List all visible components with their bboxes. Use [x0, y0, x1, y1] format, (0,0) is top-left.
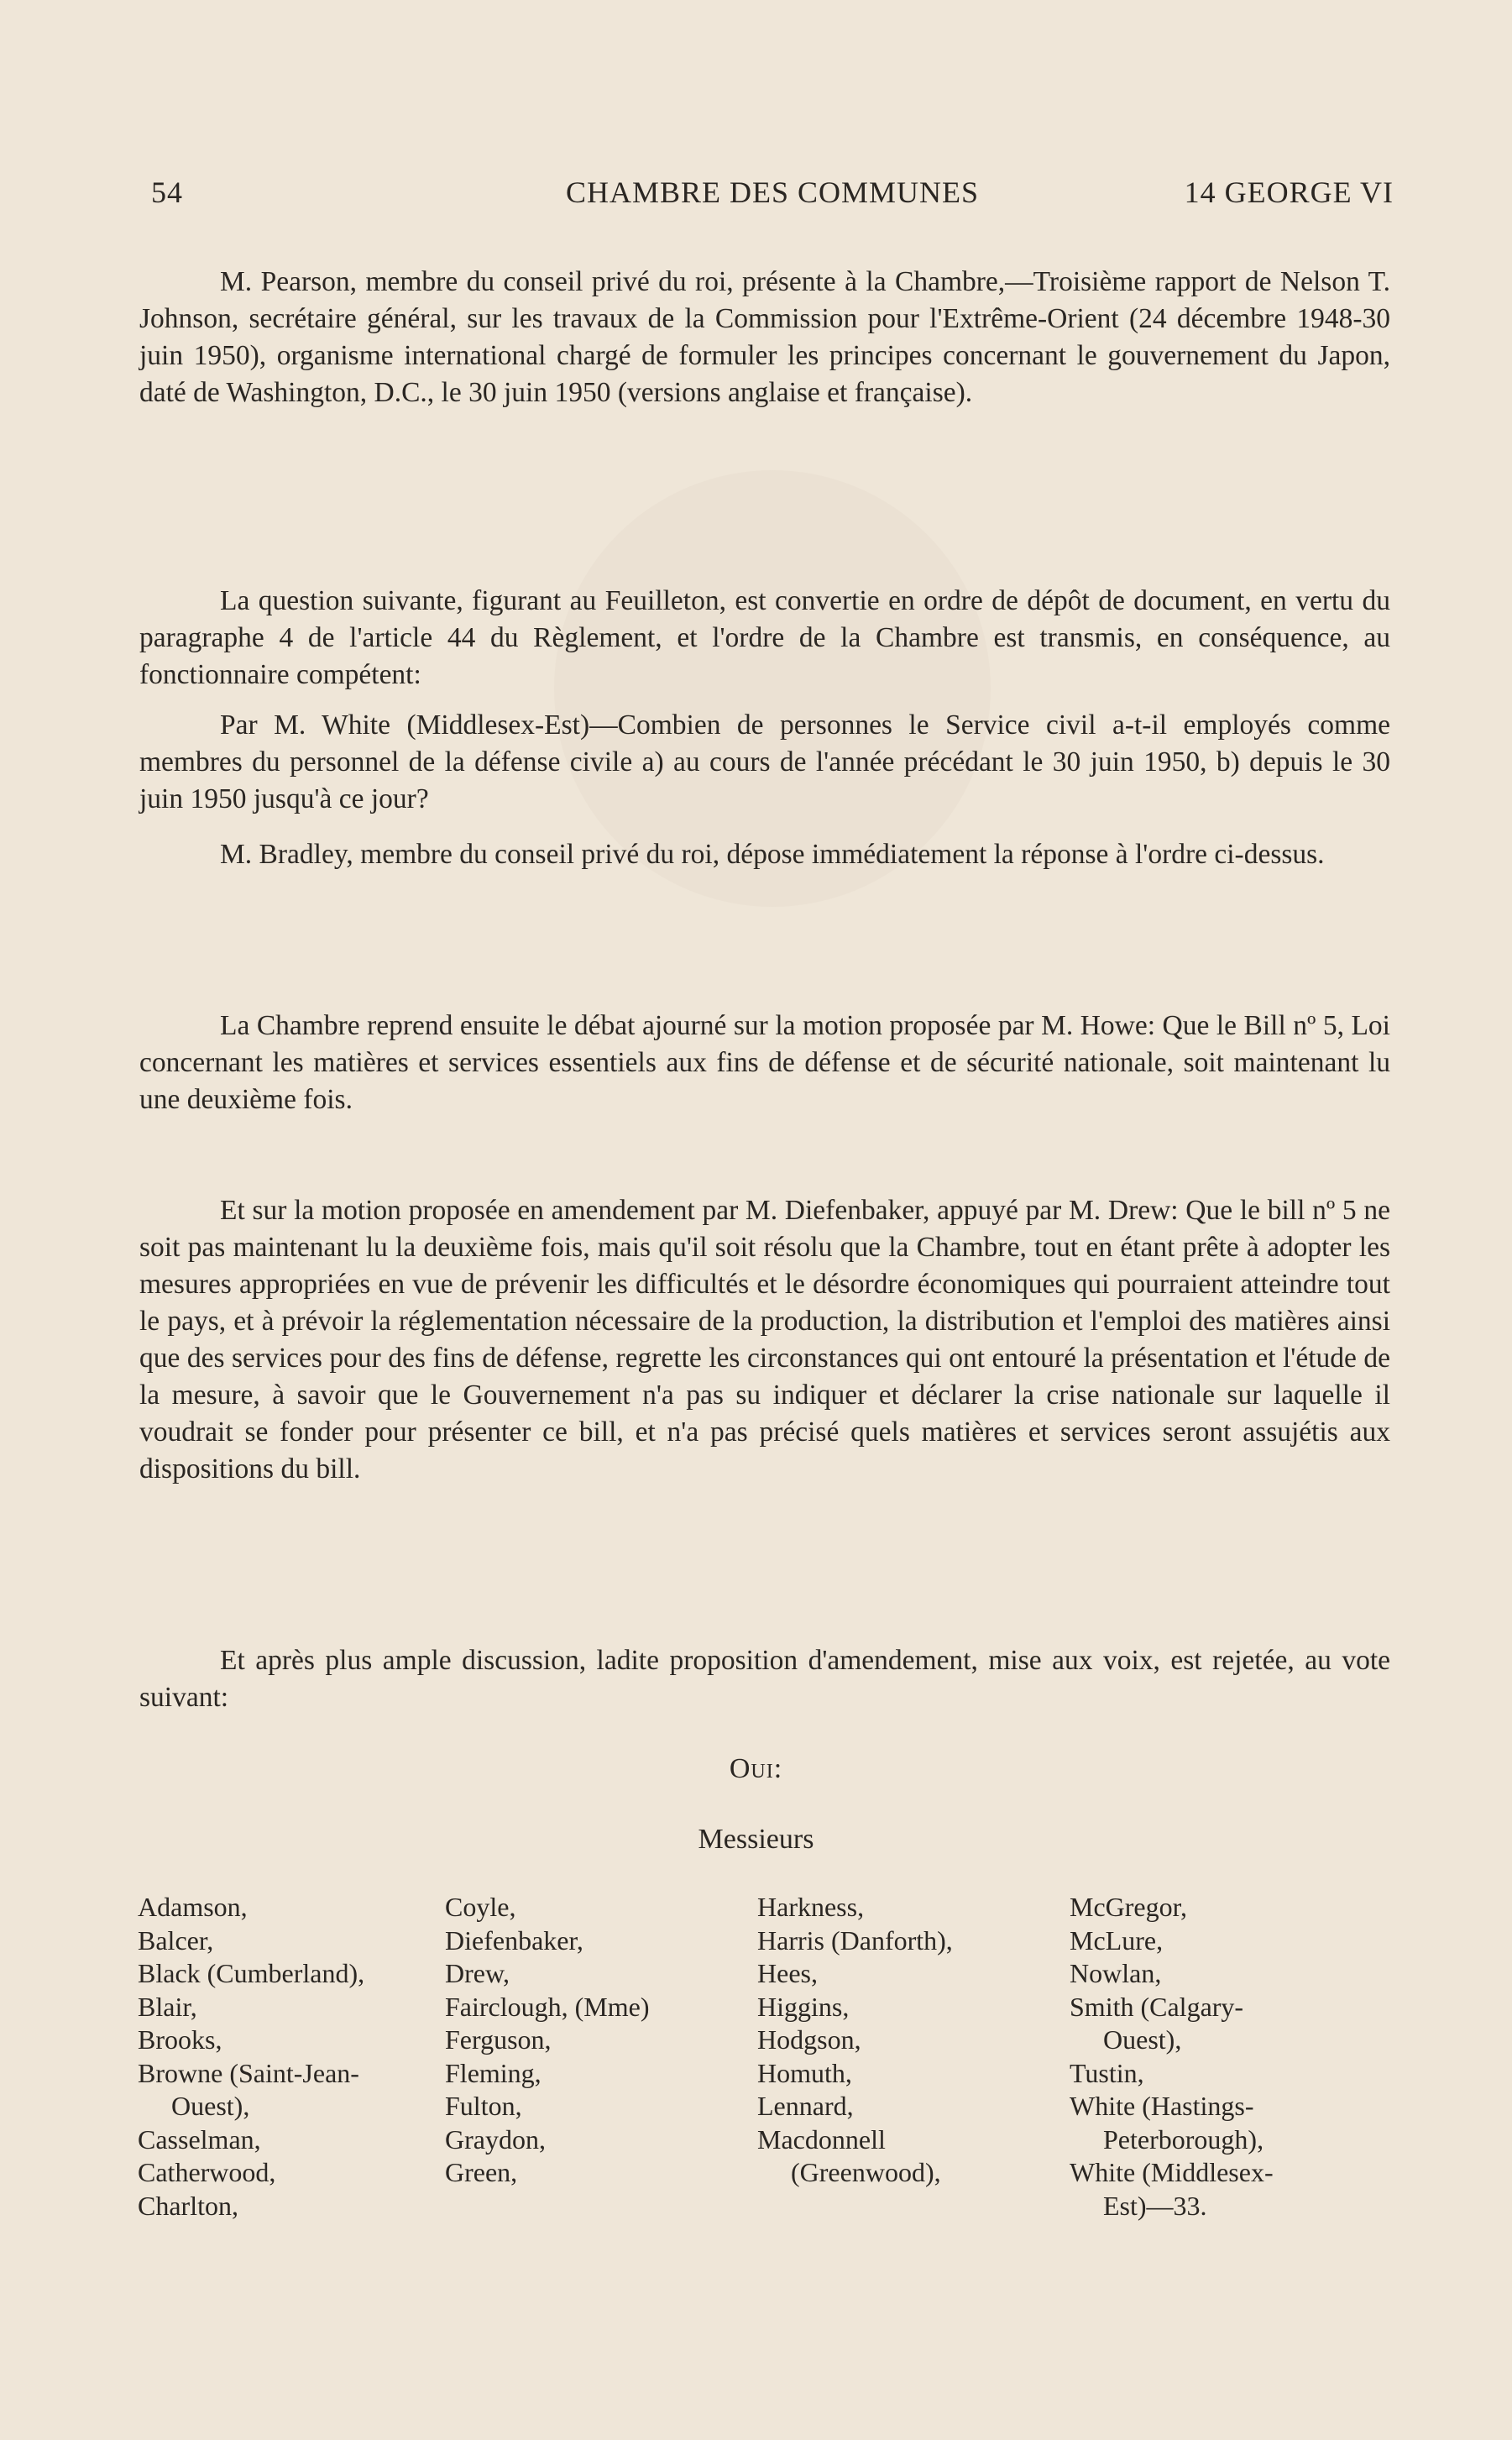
member-name: Ouest), [171, 2091, 250, 2121]
member-name: Ouest), [1103, 2024, 1182, 2055]
member-name: McLure, [1070, 1924, 1164, 1956]
member-name: White (Hastings- [1070, 2091, 1254, 2121]
member-name: Fulton, [445, 2091, 522, 2121]
member-name: Peterborough), [1103, 2123, 1264, 2155]
names-column-2 [445, 1891, 756, 2190]
paragraph-debate-resumed: La Chambre reprend ensuite le débat ajourné sur la motion proposée par M. Howe: Que le Bill nº 5, Loi concernant les matières et services essentiels aux fins de défense et de sécurité nationale, soit maintenant lu une deuxième fois. [139, 1010, 1390, 1115]
member-name: Higgins, [757, 1991, 850, 2022]
member-name: Hodgson, [757, 2024, 861, 2055]
member-name: Drew, [445, 1958, 510, 1988]
reign-year: 14 GEORGE VI [1184, 175, 1394, 209]
paragraph-amendment: Et sur la motion proposée en amendement par M. Diefenbaker, appuyé par M. Drew: Que le bill nº 5 ne soit pas maintenant lu la deuxième fois, mais qu'il soit résolu que la Chambre, tout en étant prête à adopter les mesures appropriées en vue de prévenir les difficultés et le désordre économiques qui pourraient atteindre tout le pays, et à prévoir la réglementation nécessaire de la production, la distribution et l'emploi des matières ainsi que des services pour des fins de défense, regrette les circonstances qui ont entouré la présentation et l'étude de la mesure, à savoir que le Gouvernement n'a pas su indiquer et déclarer la crise nationale sur laquelle il voudrait se fonder pour présenter ce bill, et n'a pas précisé quels matières et services seront assujétis aux dispositions du bill. [139, 1195, 1390, 1484]
paragraph-pearson-report: M. Pearson, membre du conseil privé du roi, présente à la Chambre,—Troisième rapport de Nelson T. Johnson, secrétaire général, sur les travaux de la Commission pour l'Extrême-Orient (24 décembre 1948-30 juin 1950), organisme international chargé de formuler les principes concernant le gouvernement du Japon, daté de Washington, D.C., le 30 juin 1950 (versions anglaise et française). [139, 266, 1390, 408]
member-name: Lennard, [757, 2091, 854, 2121]
member-name: Hees, [757, 1958, 818, 1988]
member-name: Diefenbaker, [445, 1924, 583, 1956]
member-name: Green, [445, 2157, 518, 2187]
page-number: 54 [151, 175, 183, 209]
paragraph-question-order: La question suivante, figurant au Feuilleton, est convertie en ordre de dépôt de document, en vertu du paragraphe 4 de l'article 44 du Règlement, et l'ordre de la Chambre est transmis, en conséquence, au fonctionnaire compétent: [139, 585, 1390, 690]
member-name: (Greenwood), [791, 2157, 941, 2187]
member-name: Browne (Saint-Jean- [138, 2057, 359, 2088]
member-name: Tustin, [1070, 2057, 1144, 2088]
member-name: Blair, [138, 1991, 197, 2022]
member-name: Brooks, [138, 2024, 222, 2055]
vote-names-list [138, 1891, 1397, 2244]
member-name: Est)—33. [1103, 2190, 1207, 2221]
member-name: Harris (Danforth), [757, 1924, 953, 1956]
member-name: McGregor, [1070, 1892, 1187, 1922]
member-name: Coyle, [445, 1892, 516, 1922]
running-title: CHAMBRE DES COMMUNES [565, 175, 980, 209]
member-name: Black (Cumberland), [138, 1958, 365, 1988]
paragraph-vote-result: Et après plus ample discussion, ladite proposition d'amendement, mise aux voix, est rejetée, au vote suivant: [139, 1645, 1390, 1713]
paragraph-bradley-answer: M. Bradley, membre du conseil privé du roi, dépose immédiatement la réponse à l'ordre ci-dessus. [220, 839, 1325, 870]
member-name: Fleming, [445, 2057, 541, 2088]
member-name: Charlton, [138, 2190, 238, 2221]
member-name: Nowlan, [1070, 1958, 1162, 1988]
member-name: Adamson, [138, 1892, 248, 1922]
member-name: Ferguson, [445, 2024, 552, 2055]
vote-subheading: Messieurs [698, 1824, 814, 1855]
vote-heading: Oui: [729, 1753, 783, 1784]
member-name: White (Middlesex- [1070, 2157, 1274, 2187]
member-name: Harkness, [757, 1892, 865, 1922]
member-name: Fairclough, (Mme) [445, 1991, 650, 2022]
member-name: Catherwood, [138, 2157, 276, 2187]
names-column-3 [757, 1891, 1068, 2190]
names-column-4 [1070, 1891, 1380, 2223]
member-name: Graydon, [445, 2123, 546, 2155]
member-name: Homuth, [757, 2057, 852, 2088]
member-name: Balcer, [138, 1924, 214, 1956]
names-column-1 [138, 1891, 448, 2223]
member-name: Macdonnell [757, 2123, 886, 2155]
member-name: Smith (Calgary- [1070, 1991, 1244, 2022]
page-header [151, 175, 1394, 217]
member-name: Casselman, [138, 2123, 261, 2155]
paragraph-white-question: Par M. White (Middlesex-Est)—Combien de personnes le Service civil a-t-il employés comme membres du personnel de la défense civile a) au cours de l'année précédant le 30 juin 1950, b) depuis le 30 juin 1950 jusqu'à ce jour? [139, 709, 1390, 814]
